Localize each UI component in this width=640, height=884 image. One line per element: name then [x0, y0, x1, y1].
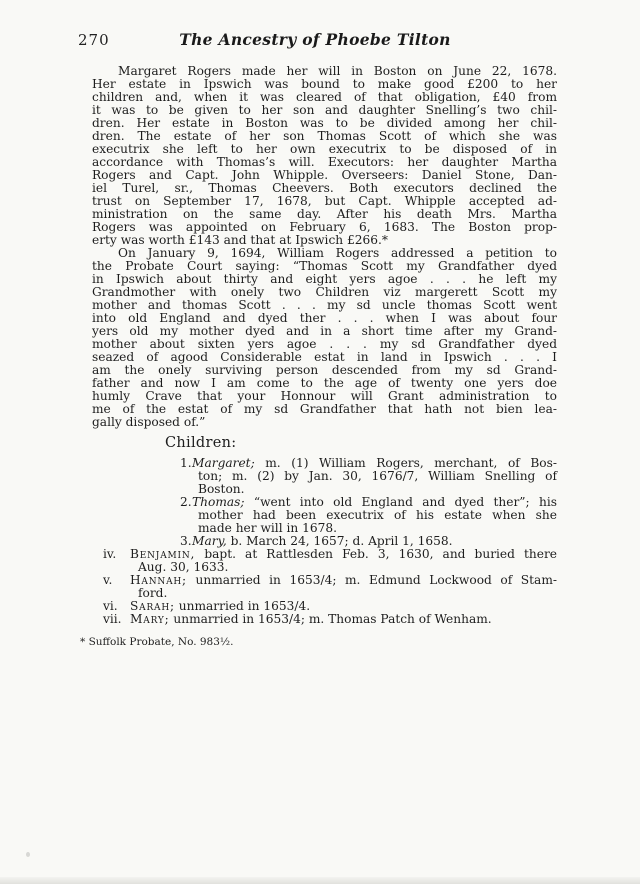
paragraph-line: dren. Her estate in Boston was to be divided among her chil- — [92, 116, 557, 130]
paragraph-line: Margaret Rogers made her will in Boston on June 22, 1678. — [118, 64, 557, 78]
paragraph-line: yers old my mother dyed and in a short time after my Grand- — [92, 324, 557, 338]
paragraph-line: Rogers and Capt. John Whipple. Overseers: Daniel Stone, Dan- — [92, 168, 557, 182]
running-title: The Ancestry of Phoebe Tilton — [179, 30, 451, 49]
child-item-label: iv. — [103, 547, 117, 561]
paragraph — [92, 65, 557, 247]
child-item-label: 3. — [180, 534, 192, 548]
paragraph — [92, 247, 557, 429]
paragraph-line: ministration on the same day. After his death Mrs. Martha — [92, 207, 557, 221]
child-item-label: vi. — [103, 599, 118, 613]
body-paragraphs — [92, 65, 557, 429]
child-item-continuation-line: made her will in 1678. — [198, 521, 337, 535]
child-item-name: Thomas; — [192, 495, 245, 509]
paragraph-line: accordance with Thomas’s will. Executors: her daughter Martha — [92, 155, 557, 169]
child-item-continuation-line: mother had been executrix of his estate when she — [198, 508, 557, 522]
paragraph-line: Grandmother with onely two Children viz margerett Scott my — [92, 285, 557, 299]
child-item-name: Sarah; — [130, 599, 175, 613]
paragraph-line: it was to be given to her son and daughter Snelling’s two chil- — [92, 103, 557, 117]
ink-speck — [26, 852, 30, 857]
paragraph-line: in Ipswich about thirty and eight yers agoe . . . he left my — [92, 272, 557, 286]
paragraph-line: gally disposed of.” — [92, 415, 206, 429]
child-item — [92, 548, 557, 574]
child-item — [92, 613, 557, 626]
paragraph-line: iel Turel, sr., Thomas Cheevers. Both executors declined the — [92, 181, 557, 195]
children-list — [92, 457, 557, 626]
paragraph-line: mother about sixten yers agoe . . . my sd Grandfather dyed — [92, 337, 557, 351]
paragraph-line: father and now I am come to the age of twenty one yers doe — [92, 376, 557, 390]
child-item-text: b. March 24, 1657; d. April 1, 1658. — [230, 534, 453, 548]
paragraph-line: the Probate Court saying: “Thomas Scott my Grandfather dyed — [92, 259, 557, 273]
page-number: 270 — [78, 31, 110, 49]
child-item-text: bapt. at Rattlesden Feb. 3, 1630, and buried there — [204, 547, 558, 561]
paragraph-line: am the onely surviving person descended from my sd Grand- — [92, 363, 557, 377]
child-item-label: vii. — [103, 612, 122, 626]
child-item — [92, 457, 557, 496]
child-item-text: unmarried in 1653/4. — [178, 599, 311, 613]
child-item-text: unmarried in 1653/4; m. Edmund Lockwood of Stam- — [195, 573, 557, 587]
child-item-text: “went into old England and dyed ther”; his — [253, 495, 557, 509]
children-heading: Children: — [165, 435, 237, 451]
paragraph-line: children and, when it was cleared of that obligation, £40 from — [92, 90, 557, 104]
paragraph-line: Rogers was appointed on February 6, 1683. The Boston prop- — [92, 220, 557, 234]
child-item-text: m. (1) William Rogers, merchant, of Bos- — [265, 456, 558, 470]
child-item-name: Hannah; — [130, 573, 187, 587]
child-item-continuation-line: ton; m. (2) by Jan. 30, 1676/7, William Snelling of — [198, 469, 557, 483]
page-content — [80, 64, 558, 648]
footnote: * Suffolk Probate, No. 983½. — [80, 636, 234, 648]
child-item-first-line — [103, 574, 557, 587]
child-item-label: v. — [103, 573, 113, 587]
child-item-continuation-line: Aug. 30, 1633. — [138, 560, 229, 574]
paragraph-line: me of the estat of my sd Grandfather that hath not bien lea- — [92, 402, 557, 416]
page-bottom-edge — [0, 877, 640, 884]
child-item-name: Benjamin, — [130, 547, 196, 561]
child-item — [92, 496, 557, 535]
paragraph-line: seazed of agood Considerable estat in land in Ipswich . . . I — [92, 350, 557, 364]
child-item-continuation-line: Boston. — [198, 482, 245, 496]
paragraph-line: Her estate in Ipswich was bound to make good £200 to her — [92, 77, 557, 91]
child-item-label: 1. — [180, 456, 192, 470]
paragraph-line: humly Crave that your Honnour will Grant administration to — [92, 389, 557, 403]
child-item-continuation-line: ford. — [138, 586, 168, 600]
paragraph-line: trust on September 17, 1678, but Capt. Whipple accepted ad- — [92, 194, 557, 208]
paragraph-line: erty was worth £143 and that at Ipswich £266.* — [92, 233, 388, 247]
child-item-name: Mary; — [130, 612, 170, 626]
paragraph-line: On January 9, 1694, William Rogers addressed a petition to — [118, 246, 557, 260]
child-item-name: Mary, — [192, 534, 227, 548]
child-item-name: Margaret; — [192, 456, 255, 470]
child-item — [92, 574, 557, 600]
child-item-text: unmarried in 1653/4; m. Thomas Patch of Wenham. — [173, 612, 492, 626]
paragraph-line: executrix she left to her own executrix to be disposed of in — [92, 142, 557, 156]
paragraph-line: dren. The estate of her son Thomas Scott of which she was — [92, 129, 557, 143]
paragraph-line: mother and thomas Scott . . . my sd uncle thomas Scott went — [92, 298, 557, 312]
child-item-first-line — [103, 613, 557, 626]
child-item-label: 2. — [180, 495, 192, 509]
paragraph-line: into old England and dyed ther . . . when I was about four — [92, 311, 557, 325]
